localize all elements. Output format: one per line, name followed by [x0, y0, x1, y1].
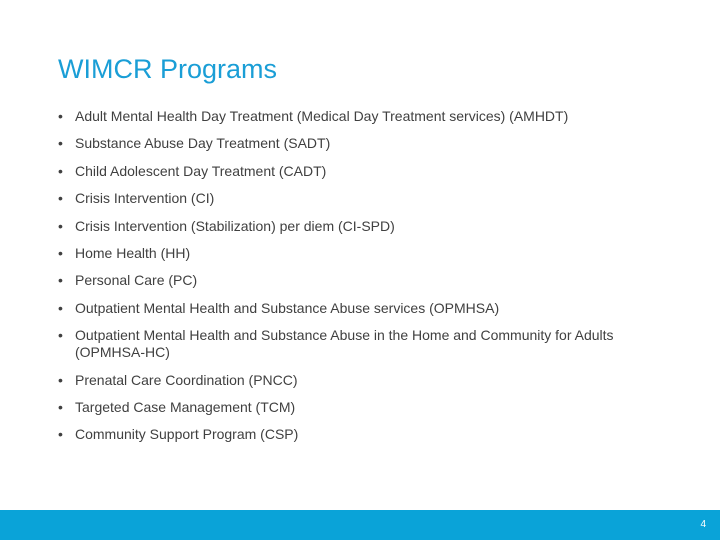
bullet-text: Crisis Intervention (Stabilization) per diem (CI-SPD) — [75, 217, 395, 234]
bullet-marker: • — [58, 217, 63, 234]
bullet-marker: • — [58, 327, 63, 344]
bullet-text: Child Adolescent Day Treatment (CADT) — [75, 162, 327, 179]
bullet-item — [58, 163, 658, 180]
bullet-text: Home Health (HH) — [75, 244, 191, 261]
bullet-marker: • — [58, 135, 63, 152]
bullet-marker: • — [58, 108, 63, 124]
bullet-text: Outpatient Mental Health and Substance Abuse services (OPMHSA) — [75, 299, 500, 316]
bullet-marker: • — [58, 272, 63, 289]
bullet-item — [58, 327, 658, 361]
bullet-item — [58, 399, 658, 416]
bullet-marker: • — [58, 190, 63, 207]
bullet-marker: • — [58, 426, 63, 443]
bullet-text: Personal Care (PC) — [75, 272, 198, 289]
bullet-item — [58, 245, 658, 262]
bullet-text: Adult Mental Health Day Treatment (Medical Day Treatment services) (AMHDT) — [75, 108, 569, 124]
bullet-marker: • — [58, 398, 63, 415]
bullet-text: Prenatal Care Coordination (PNCC) — [75, 371, 298, 388]
bullet-item — [58, 426, 658, 443]
bullet-marker: • — [58, 244, 63, 261]
bullet-text: Targeted Case Management (TCM) — [75, 398, 296, 415]
slide-title: WIMCR Programs — [58, 54, 278, 84]
bullet-item — [58, 372, 658, 389]
bullet-item — [58, 272, 658, 289]
bullet-text: Crisis Intervention (CI) — [75, 190, 215, 207]
bullet-text: Outpatient Mental Health and Substance Abuse in the Home and Community for Adults (OPMHSA-HC) — [75, 327, 614, 361]
page-number: 4 — [700, 519, 706, 530]
bullet-text: Substance Abuse Day Treatment (SADT) — [75, 135, 331, 152]
bullet-item — [58, 135, 658, 152]
bullet-marker: • — [58, 162, 63, 179]
bullet-list — [58, 108, 658, 454]
bullet-marker: • — [58, 299, 63, 316]
bullet-marker: • — [58, 371, 63, 388]
bullet-item — [58, 218, 658, 235]
footer-bar — [0, 510, 720, 540]
bullet-item — [58, 190, 658, 207]
bullet-item — [58, 300, 658, 317]
bullet-text: Community Support Program (CSP) — [75, 426, 299, 443]
bullet-item — [58, 108, 658, 125]
